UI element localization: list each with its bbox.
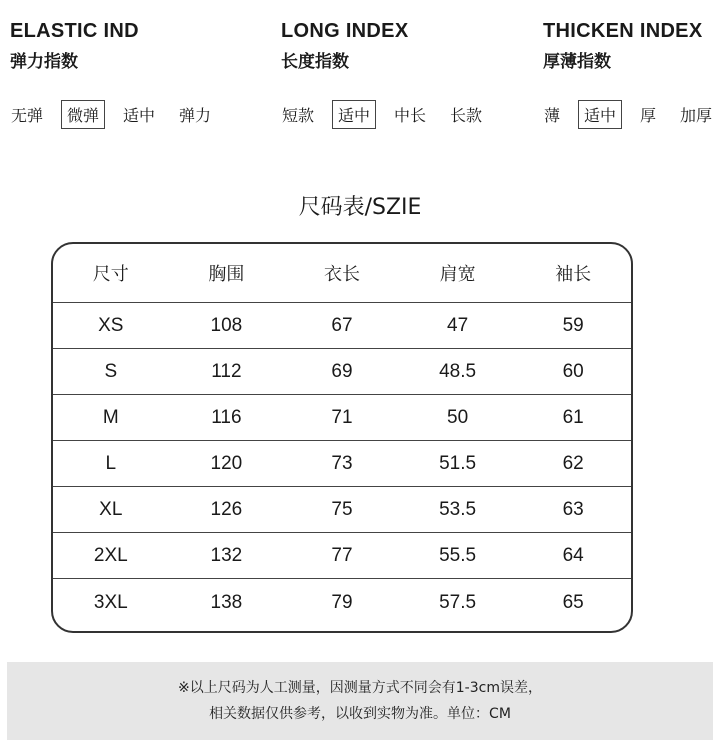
- table-row: [53, 533, 631, 579]
- table-cell: S: [104, 360, 118, 382]
- elastic-index-title: ELASTIC IND: [10, 20, 139, 42]
- measurement-note: [7, 662, 713, 740]
- long-index-title: LONG INDEX: [281, 20, 409, 42]
- header-cell: 袖长: [555, 264, 592, 285]
- table-cell: 112: [211, 360, 242, 382]
- table-cell: 60: [562, 360, 584, 382]
- table-cell: XL: [99, 498, 123, 520]
- elastic-index-subtitle: 弹力指数: [10, 52, 78, 72]
- table-cell: 59: [562, 314, 584, 336]
- table-cell: 132: [210, 544, 243, 566]
- elastic-option-selected: 微弹: [61, 100, 105, 129]
- table-cell: 79: [331, 591, 353, 613]
- table-cell: 69: [331, 360, 353, 382]
- table-row: [53, 395, 631, 441]
- note-line-1: ※以上尺码为人工测量，因测量方式不同会有1-3cm误差，: [178, 680, 542, 696]
- table-cell: 75: [331, 498, 353, 520]
- long-option: 短款: [282, 106, 315, 125]
- elastic-options: [5, 100, 229, 129]
- table-cell: 65: [562, 591, 584, 613]
- table-cell: 48.5: [439, 360, 477, 382]
- table-cell: 71: [331, 406, 353, 428]
- table-cell: 77: [331, 544, 353, 566]
- table-cell: 51.5: [439, 452, 477, 474]
- header-cell: 衣长: [323, 264, 360, 285]
- table-cell: 108: [210, 314, 243, 336]
- table-row: [53, 303, 631, 349]
- table-cell: 2XL: [93, 544, 128, 566]
- table-header-row: [53, 244, 631, 303]
- long-option: 中长: [394, 106, 427, 125]
- table-cell: L: [105, 452, 117, 474]
- long-options: [276, 100, 500, 129]
- header-cell: 肩宽: [439, 264, 476, 285]
- elastic-option: 适中: [123, 106, 156, 125]
- table-cell: 47: [447, 314, 469, 336]
- thicken-option: 加厚: [680, 106, 713, 125]
- table-cell: 67: [331, 314, 353, 336]
- thicken-index-subtitle: 厚薄指数: [543, 52, 611, 72]
- long-index-subtitle: 长度指数: [281, 52, 349, 72]
- table-cell: 63: [562, 498, 584, 520]
- table-cell: 73: [331, 452, 353, 474]
- thicken-index: [543, 20, 702, 72]
- table-cell: M: [102, 406, 119, 428]
- thicken-index-title: THICKEN INDEX: [543, 20, 703, 42]
- thicken-options: [538, 100, 720, 129]
- thicken-option-selected: 适中: [578, 100, 622, 129]
- table-cell: 53.5: [439, 498, 477, 520]
- elastic-index: [10, 20, 139, 72]
- table-cell: XS: [98, 314, 124, 336]
- table-cell: 64: [562, 544, 584, 566]
- table-cell: 126: [210, 498, 243, 520]
- table-cell: 55.5: [439, 544, 477, 566]
- note-line-2: 相关数据仅供参考，以收到实物为准。单位：CM: [209, 706, 511, 722]
- table-cell: 62: [562, 452, 584, 474]
- table-row: [53, 487, 631, 533]
- long-option-selected: 适中: [332, 100, 376, 129]
- header-cell: 尺寸: [92, 264, 129, 285]
- table-cell: 50: [447, 406, 469, 428]
- table-row: [53, 441, 631, 487]
- elastic-option: 弹力: [179, 106, 212, 125]
- table-row: [53, 579, 631, 626]
- thicken-option: 薄: [544, 106, 561, 125]
- long-option: 长款: [450, 106, 483, 125]
- table-cell: 116: [211, 406, 242, 428]
- size-table: [51, 242, 633, 633]
- header-cell: 胸围: [208, 264, 245, 285]
- table-row: [53, 349, 631, 395]
- table-cell: 61: [562, 406, 584, 428]
- table-cell: 120: [210, 452, 243, 474]
- long-index: [281, 20, 408, 72]
- table-cell: 138: [210, 591, 243, 613]
- size-chart-title: 尺码表/SZIE: [298, 195, 422, 220]
- thicken-option: 厚: [640, 106, 657, 125]
- table-cell: 57.5: [439, 591, 477, 613]
- elastic-option: 无弹: [11, 106, 44, 125]
- table-cell: 3XL: [93, 591, 128, 613]
